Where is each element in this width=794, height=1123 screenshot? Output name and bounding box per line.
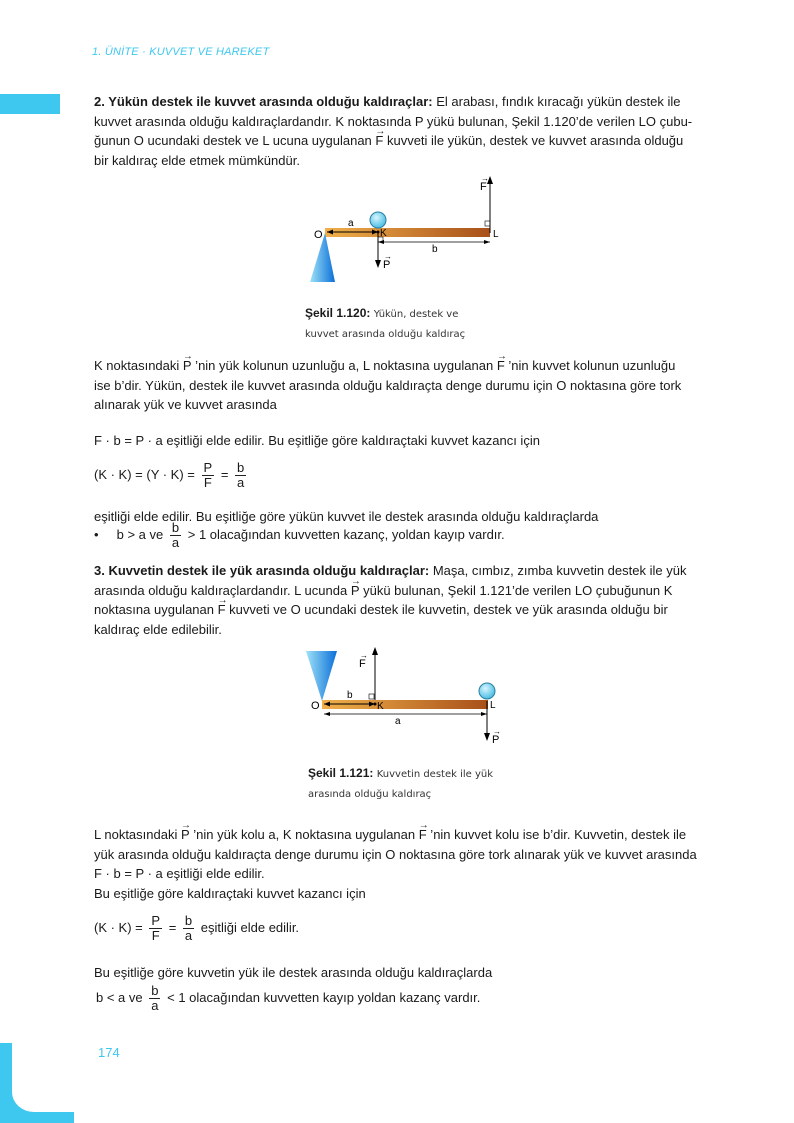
paragraph-3: eşitliği elde edilir. Bu eşitliğe göre yükün kuvvet ile destek arasında olduğu kaldıraçlarda: [94, 509, 599, 524]
condition-2: b < a ve $\frac{b}{a}$ < 1 olacağından kuvvetten kayıp yoldan kazanç vardır.: [96, 983, 481, 1013]
paragraph-4: L noktasındaki → P ’nin yük kolu a, K noktasına uygulanan → F ’nin kuvvet kolu ise b’dir. Kuvvetin, destek ile yük arasında olduğu kaldıraçta denge durumu için O noktasına göre tork alınarak yük ve kuvvet arasında F · b = P · a eşitliği elde edilir. Bu eşitliğe göre kaldıraçtaki kuvvet kazancı için: [94, 825, 734, 903]
vector-P: → P: [181, 825, 190, 845]
condition-1: • b > a ve $\frac{b}{a}$ > 1 olacağından kuvvetten kazanç, yoldan kayıp vardır.: [94, 520, 505, 550]
paragraph-2: K noktasındaki → P ’nin yük kolunun uzunluğu a, L noktasına uygulanan → F ’nin kuvvet kolunun uzunluğu ise b’dir. Yükün, destek ile kuvvet arasında olduğu kaldıraçta denge durumu için O noktasına göre tork alınarak yük ve kuvvet arasında: [94, 356, 734, 415]
running-header: 1. ÜNİTE · KUVVET VE HAREKET: [92, 46, 270, 58]
label-F: F: [480, 181, 487, 193]
vector-P: → P: [351, 581, 360, 601]
label-a: a: [348, 218, 354, 229]
figure-1-121-caption: Şekil 1.121: Kuvvetin destek ile yük arasında olduğu kaldıraç: [308, 766, 494, 800]
section-3-heading: 3. Kuvvetin destek ile yük arasında olduğu kaldıraçlar:: [94, 563, 430, 578]
section-2-heading: 2. Yükün destek ile kuvvet arasında olduğu kaldıraçlar:: [94, 94, 433, 109]
section-2-paragraph: 2. Yükün destek ile kuvvet arasında olduğu kaldıraçlar: El arabası, fındık kıracağı yükün destek ile kuvvet arasında olduğu kaldıraçlardandır. K noktasında P yükü bulunan, Şekil 1.120’de verilen LO çubu- ğunun O ucundaki destek ve L ucuna uygulanan → F kuvveti ile yükün, destek ve kuvvet arasında olduğu bir kaldıraç elde etmek mümkündür.: [94, 92, 734, 170]
paragraph-5: Bu eşitliğe göre kuvvetin yük ile destek arasında olduğu kaldıraçlarda: [94, 965, 493, 980]
side-tab-bottom-cutout: [12, 1040, 76, 1112]
svg-text:→: →: [384, 252, 392, 261]
figure-1-121: [300, 645, 520, 755]
svg-text:→: →: [360, 651, 368, 660]
vector-F: → F: [497, 356, 505, 376]
equation-2: (K · K) = (Y · K) = $\frac{P}{F}$ = $\frac{b}{a}$: [94, 460, 245, 490]
support-wedge: [306, 651, 337, 701]
label-F: F: [359, 658, 366, 670]
vector-F: → F: [218, 600, 226, 620]
section-3-paragraph: 3. Kuvvetin destek ile yük arasında olduğu kaldıraçlar: Maşa, cımbız, zımba kuvvetin destek ile yük arasında olduğu kaldıraçlardandır. L ucunda → P yükü bulunan, Şekil 1.121’de verilen LO çubuğunun K noktasına uygulanan → F kuvveti ve O ucundaki destek ile kuvvetin, destek ve yük arasında olduğu bir kaldıraç elde edilebilir.: [94, 561, 734, 639]
svg-text:→: →: [481, 174, 489, 183]
vector-P: → P: [183, 356, 192, 376]
label-L: L: [493, 229, 499, 240]
equation-1: F · b = P · a eşitliği elde edilir. Bu eşitliğe göre kaldıraçtaki kuvvet kazancı için: [94, 433, 540, 448]
label-P: P: [383, 259, 391, 271]
side-tab-top: [0, 94, 60, 114]
load-ball: [479, 683, 495, 699]
label-K: K: [377, 701, 384, 712]
label-L: L: [490, 700, 496, 711]
label-K: K: [380, 228, 387, 239]
figure-1-120-caption: Şekil 1.120: Yükün, destek ve kuvvet arasında olduğu kaldıraç: [305, 306, 466, 340]
vector-F: → F: [375, 131, 383, 151]
vector-F: → F: [419, 825, 427, 845]
load-ball: [370, 212, 386, 228]
page-number: 174: [98, 1045, 120, 1060]
label-a: a: [395, 716, 401, 727]
label-b: b: [432, 244, 438, 255]
svg-text:→: →: [493, 727, 501, 736]
label-O: O: [314, 229, 323, 241]
figure-1-120: [300, 170, 520, 285]
label-b: b: [347, 690, 353, 701]
label-O: O: [311, 700, 320, 712]
equation-3: (K · K) = $\frac{P}{F}$ = $\frac{b}{a}$ eşitliği elde edilir.: [94, 913, 300, 943]
label-P: P: [492, 734, 500, 746]
